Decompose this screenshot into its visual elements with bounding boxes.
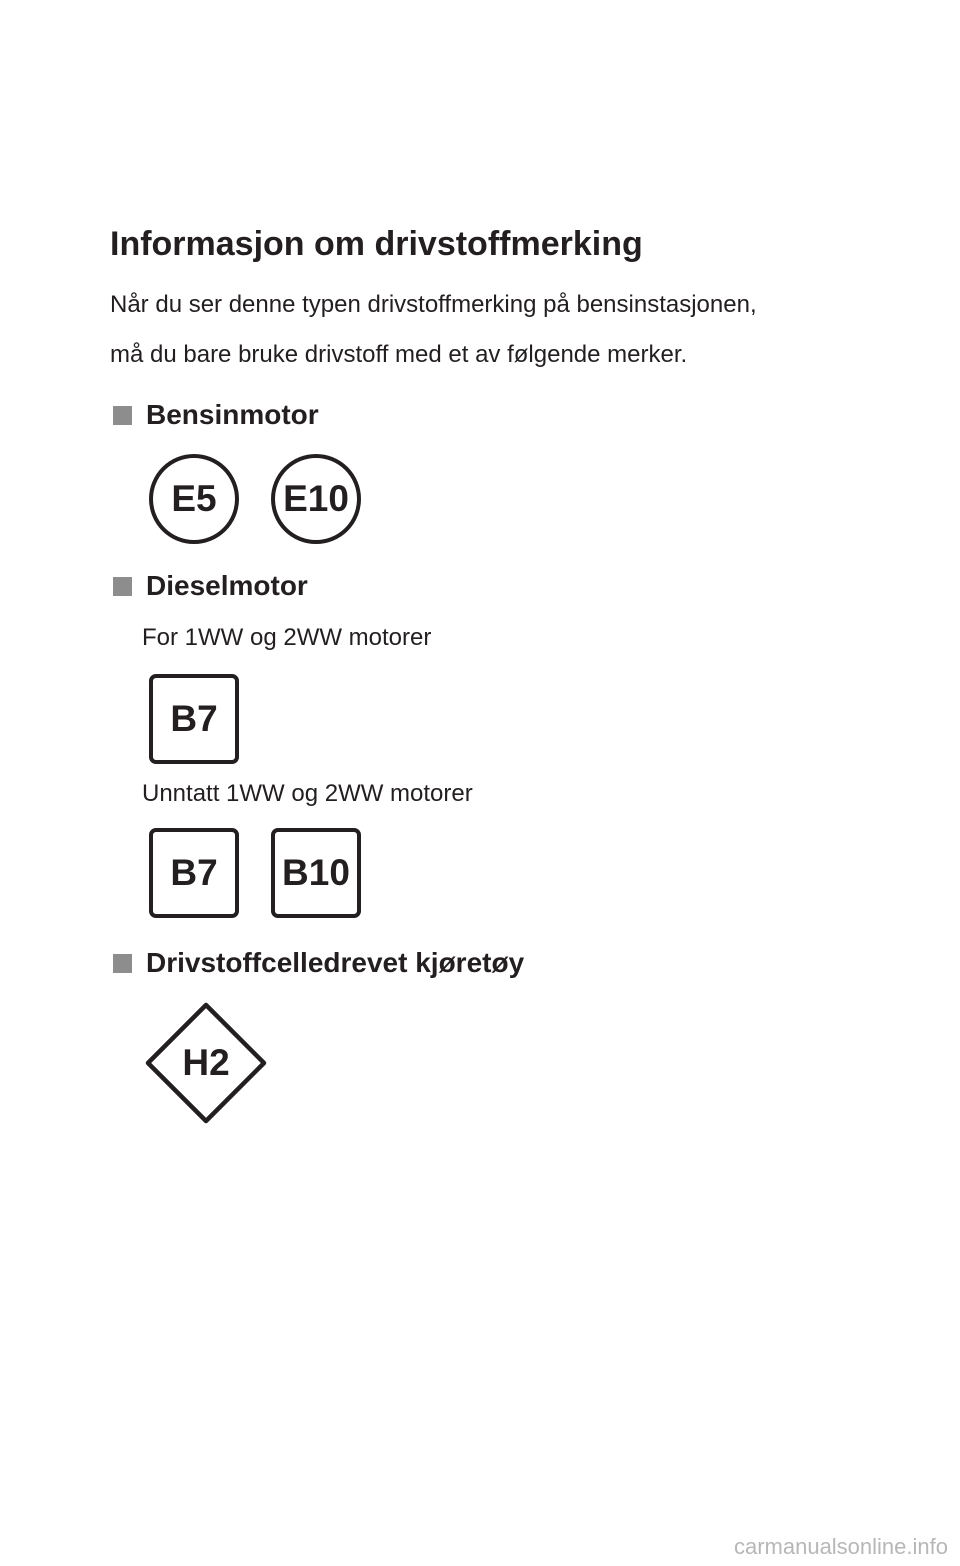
- section-heading-label: Bensinmotor: [146, 399, 319, 430]
- intro-text-line-1: Når du ser denne typen drivstoffmerking på bensinstasjonen,: [110, 291, 757, 318]
- fuel-mark-label: H2: [182, 1042, 230, 1083]
- fuel-mark-b10-square: B10: [271, 828, 361, 918]
- fuel-mark-e10-circle: E10: [271, 454, 361, 544]
- section-heading-label: Dieselmotor: [146, 570, 308, 601]
- section-heading-label: Drivstoffcelledrevet kjøretøy: [146, 947, 525, 978]
- watermark: carmanualsonline.info: [733, 1534, 948, 1559]
- fuel-mark-b7-square: B7: [149, 674, 239, 764]
- fuel-mark-e5-circle: E5: [149, 454, 239, 544]
- fuel-mark-h2-diamond: [144, 1001, 268, 1125]
- intro-text-line-2: må du bare bruke drivstoff med et av følgende merker.: [110, 341, 688, 368]
- square-bullet-icon: [113, 406, 132, 425]
- section-heading-diesel: [110, 568, 308, 604]
- section-heading-fuel-cell: [110, 945, 524, 981]
- diesel-subgroup-label: For 1WW og 2WW motorer: [142, 624, 432, 651]
- section-heading-petrol: [110, 397, 319, 433]
- square-bullet-icon: [113, 577, 132, 596]
- page-title: Informasjon om drivstoffmerking: [110, 225, 643, 263]
- diesel-subgroup-label: Unntatt 1WW og 2WW motorer: [142, 780, 473, 807]
- square-bullet-icon: [113, 954, 132, 973]
- fuel-mark-b7-square: B7: [149, 828, 239, 918]
